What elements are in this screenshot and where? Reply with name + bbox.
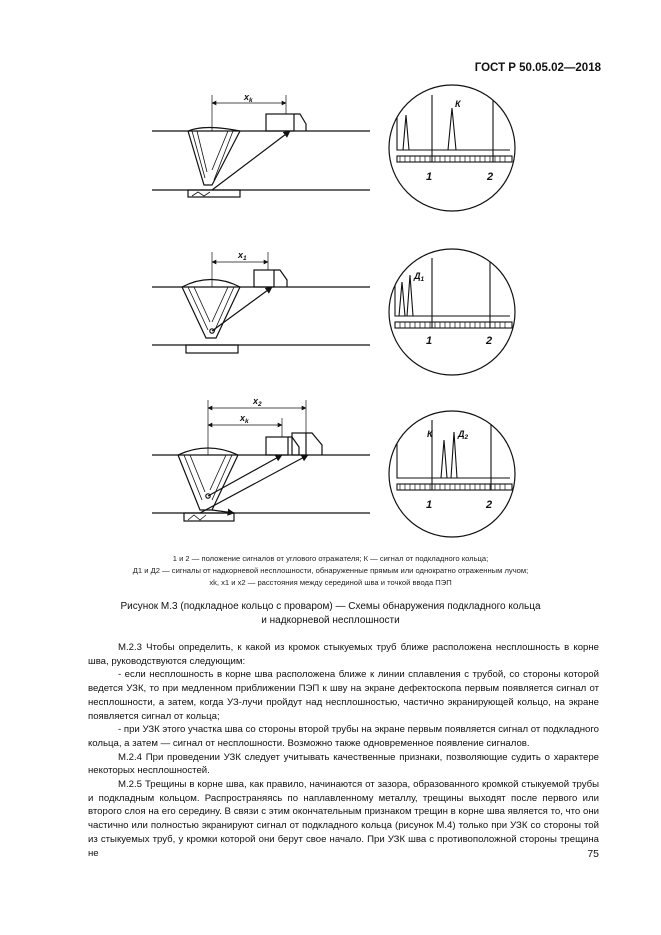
figure-caption — [60, 600, 601, 627]
label-tick1-2: 1 — [426, 335, 433, 347]
label-tick2-1: 2 — [487, 171, 494, 183]
weld-scheme-1 — [152, 95, 370, 197]
page-number: 75 — [587, 848, 599, 860]
label-k-3: К — [427, 429, 433, 439]
weld-scheme-2 — [152, 252, 370, 353]
label-x2: $x_2$ — [253, 396, 262, 408]
label-xk-1: $x_k$ — [244, 92, 253, 104]
scope-screen-3 — [389, 411, 515, 537]
paragraph-m23: М.2.3 Чтобы определить, к какой из кромок стыкуемых труб ближе расположена несплошность в корне шва, руководствуются следующим: — [88, 642, 599, 667]
caption-line-1: Рисунок М.3 (подкладное кольцо с проваром) — Схемы обнаружения подкладного кольца — [120, 601, 541, 612]
paragraph-case-1: - если несплошность в корне шва расположена ближе к линии сплавления с трубой, со стороны которой ведется УЗК, то при медленном приближении ПЭП к шву на экране дефектоскопа первым появляется сигнал от несплошности, а затем, когда УЗ-лучи пройдут над несплошностью, частично экранирующей кольцо, на экране появляется сигнал от кольца; — [88, 669, 599, 722]
label-tick2-3: 2 — [486, 499, 493, 511]
figure-legend — [60, 553, 601, 589]
label-k-1: К — [455, 99, 461, 109]
body-text — [88, 641, 599, 860]
paragraph-m24: М.2.4 При проведении УЗК следует учитывать качественные признаки, позволяющие судить о характере некоторых несплошностей. — [88, 751, 599, 777]
label-x1: $x_1$ — [238, 250, 247, 262]
legend-line-2: Д1 и Д2 — сигналы от надкорневой несплошности, обнаруженные прямым или однократно отраженным лучом; — [132, 566, 529, 575]
label-d1: $Д_1$ — [414, 271, 425, 283]
weld-scheme-3 — [152, 400, 370, 521]
label-xk-3: $x_k$ — [240, 413, 249, 425]
label-tick1-1: 1 — [426, 171, 433, 183]
label-tick2-2: 2 — [486, 335, 493, 347]
legend-line-1: 1 и 2 — положение сигналов от углового отражателя; К — сигнал от подкладного кольца; — [172, 554, 489, 563]
label-d2: $Д_2$ — [458, 429, 469, 441]
caption-line-2: и надкорневой несплошности — [261, 614, 400, 626]
label-tick1-3: 1 — [426, 499, 433, 511]
legend-line-3: xk, x1 и x2 — расстояния между серединой шва и точкой ввода ПЭП — [209, 578, 452, 587]
paragraph-m25: М.2.5 Трещины в корне шва, как правило, начинаются от зазора, образованного кромкой стыкуемой трубы и подкладным кольцом. Распространяясь по наплавленному металлу, трещины выходят после первого или второго слоя на его середину. В связи с этим окончательным признаком трещин в корне шва является то, что они частично или полностью экранируют сигнал от подкладного кольца (рисунок М.4) только при УЗК со стороны той из стыкуемых труб, у кромки которой они берут свое начало. При УЗК шва с противоположной стороны трещина не — [88, 779, 599, 859]
scope-screen-2 — [389, 249, 515, 375]
paragraph-case-2: - при УЗК этого участка шва со стороны второй трубы на экране первым появляется сигнал от подкладного кольца, а затем — сигнал от несплошности. Возможно также одновременное появление сигналов. — [88, 724, 599, 749]
scope-screen-1 — [389, 85, 515, 211]
document-header: ГОСТ Р 50.05.02—2018 — [474, 62, 601, 74]
